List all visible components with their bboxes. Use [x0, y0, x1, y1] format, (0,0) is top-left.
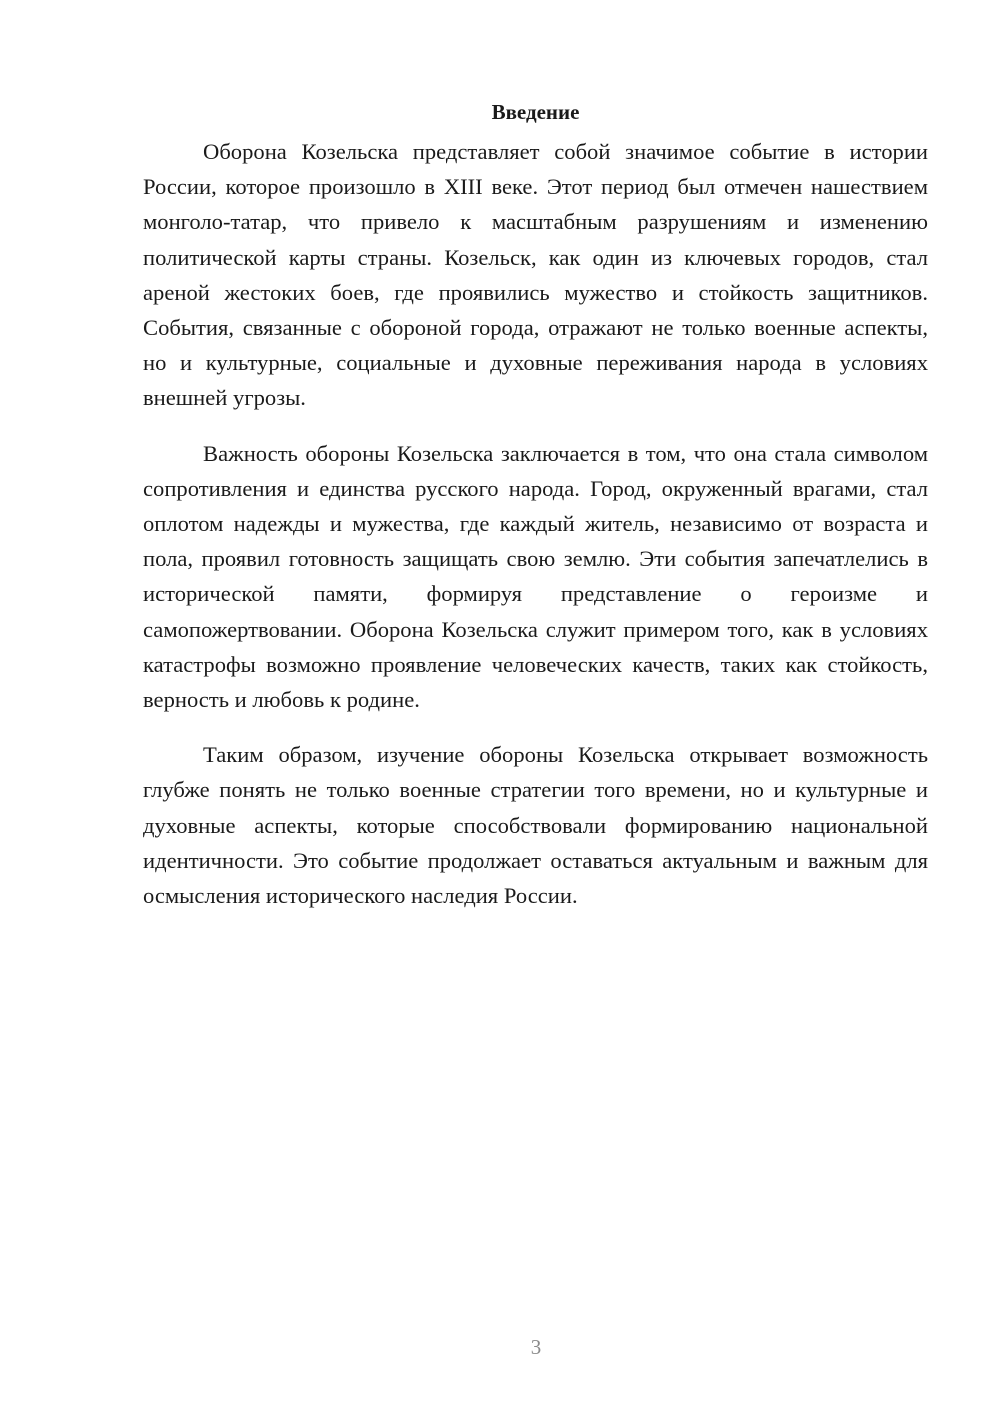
paragraph-2: Важность обороны Козельска заключается в том, что она стала символом сопротивления и единства русского народа. Город, окруженный врагами, стал оплотом надежды и мужества, где каждый житель, независимо от возраста и пола, проявил готовность защищать свою землю. Эти события запечатлелись в исторической памяти, формируя представление о героизме и самопожертвовании. Оборона Козельска служит примером того, как в условиях катастрофы возможно проявление человеческих качеств, таких как стойкость, верность и любовь к родине.	[143, 440, 928, 713]
page-number: 3	[530, 1335, 542, 1359]
paragraph-1: Оборона Козельска представляет собой значимое событие в истории России, которое произошло в XIII веке. Этот период был отмечен нашествием монголо-татар, что привело к масштабным разрушениям и изменению политической карты страны. Козельск, как один из ключевых городов, стал ареной жестоких боев, где проявились мужество и стойкость защитников. События, связанные с обороной города, отражают не только военные аспекты, но и культурные, социальные и духовные переживания народа в условиях внешней угрозы.	[143, 139, 928, 411]
paragraph-3: Таким образом, изучение обороны Козельска открывает возможность глубже понять не только военные стратегии того времени, но и культурные и духовные аспекты, которые способствовали формированию национальной идентичности. Это событие продолжает оставаться актуальным и важным для осмысления исторического наследия России.	[143, 742, 928, 909]
section-title: Введение	[491, 100, 580, 124]
page-content	[143, 98, 928, 933]
